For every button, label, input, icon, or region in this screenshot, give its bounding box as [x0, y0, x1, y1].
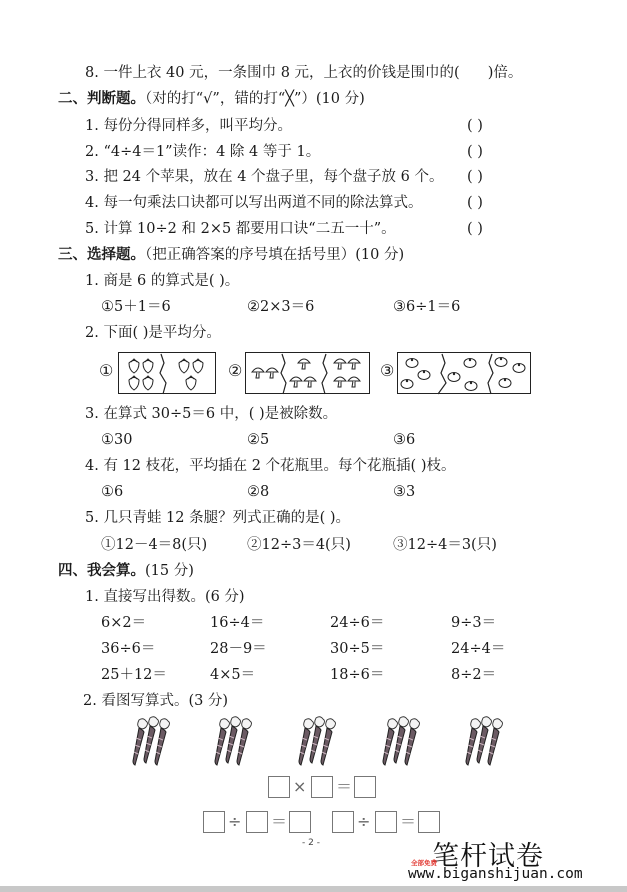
section-3-header — [58, 246, 404, 264]
picture-mushrooms — [245, 352, 370, 394]
calc-r3-c3: 18÷6＝ — [330, 667, 385, 683]
brand-url[interactable]: www.biganshijuan.com — [408, 866, 583, 882]
divide-sign: ÷ — [357, 812, 371, 831]
judge-answer-2[interactable]: ( ) — [467, 144, 483, 160]
picture-equation-subheading: 2. 看图写算式。(3 分) — [83, 693, 229, 709]
calc-r2-c1: 36÷6＝ — [101, 641, 156, 657]
choice-q4: 4. 有 12 枝花，平均插在 2 个花瓶里。每个花瓶插( )枝。 — [85, 458, 456, 474]
strawberry-groups-icon — [119, 353, 217, 395]
mult-product-box[interactable] — [354, 776, 376, 798]
section-2-title: 二、判断题。 — [58, 91, 145, 107]
mult-factor-2-box[interactable] — [311, 776, 333, 798]
divide-sign: ÷ — [228, 812, 242, 831]
choice-q1-option-1: ①5＋1＝6 — [101, 299, 171, 315]
calc-r1-c2: 16÷4＝ — [210, 615, 265, 631]
div-b-dividend-box[interactable] — [332, 811, 354, 833]
choice-q1: 1. 商是 6 的算式是( )。 — [85, 273, 240, 289]
calc-r2-c2: 28－9＝ — [210, 641, 267, 657]
choice-q4-option-1: ①6 — [101, 484, 124, 500]
calc-subheading: 1. 直接写出得数。(6 分) — [85, 589, 245, 605]
section-4-title: 四、我会算。 — [58, 563, 145, 579]
choice-q2: 2. 下面( )是平均分。 — [85, 325, 221, 341]
brand-free-badge: 全部免费 — [411, 859, 437, 867]
judge-item-2: 2. “4÷4＝1”读作：4 除 4 等于 1。 — [85, 144, 321, 160]
section-4-note: (15 分) — [145, 563, 194, 579]
calc-r1-c1: 6×2＝ — [101, 615, 147, 631]
div-b-quotient-box[interactable] — [418, 811, 440, 833]
choice-q3-option-1: ①30 — [101, 432, 133, 448]
section-4-header — [58, 562, 194, 580]
div-b-divisor-box[interactable] — [375, 811, 397, 833]
picture-option-label-2: ② — [228, 361, 243, 380]
carrot-groups-icon — [130, 716, 550, 766]
equals-sign: ＝ — [271, 812, 288, 831]
section-2-note: （对的打“√”，错的打“╳”）(10 分) — [145, 91, 365, 107]
question-8-text: 8. 一件上衣 40 元，一条围巾 8 元，上衣的价钱是围巾的( — [85, 65, 460, 81]
fruit-groups-icon — [398, 353, 532, 395]
div-a-dividend-box[interactable] — [203, 811, 225, 833]
section-3-note: （把正确答案的序号填在括号里）(10 分) — [145, 247, 405, 263]
calc-r3-c1: 25＋12＝ — [101, 667, 167, 683]
equals-sign: ＝ — [400, 812, 417, 831]
mult-factor-1-box[interactable] — [268, 776, 290, 798]
section-2-header — [58, 90, 365, 108]
judge-answer-4[interactable]: ( ) — [467, 195, 483, 211]
calc-r3-c2: 4×5＝ — [210, 667, 256, 683]
picture-fruits — [397, 352, 531, 394]
picture-option-label-1: ① — [99, 361, 114, 380]
calc-r3-c4: 8÷2＝ — [451, 667, 497, 683]
choice-q3-option-2: ②5 — [247, 432, 270, 448]
judge-answer-3[interactable]: ( ) — [467, 169, 483, 185]
picture-option-label-3: ③ — [380, 361, 395, 380]
bottom-border — [0, 886, 627, 892]
brand-name: 笔杆试卷 — [432, 841, 544, 872]
choice-q3: 3. 在算式 30÷5＝6 中，( )是被除数。 — [85, 406, 338, 422]
div-a-divisor-box[interactable] — [246, 811, 268, 833]
choice-q1-option-2: ②2×3＝6 — [247, 299, 315, 315]
judge-item-1: 1. 每份分得同样多，叫平均分。 — [85, 118, 292, 134]
equals-sign: ＝ — [336, 777, 353, 796]
calc-r1-c4: 9÷3＝ — [451, 615, 497, 631]
picture-strawberries — [118, 352, 216, 394]
judge-answer-5[interactable]: ( ) — [467, 221, 483, 237]
mushroom-groups-icon — [246, 353, 371, 395]
page-number: - 2 - — [302, 838, 320, 848]
judge-item-4: 4. 每一句乘法口诀都可以写出两道不同的除法算式。 — [85, 195, 423, 211]
choice-q5-option-2: ②12÷3＝4(只) — [247, 537, 351, 553]
choice-q4-option-2: ②8 — [247, 484, 270, 500]
choice-q3-option-3: ③6 — [393, 432, 416, 448]
calc-r2-c3: 30÷5＝ — [330, 641, 385, 657]
times-sign: × — [293, 777, 307, 796]
section-3-title: 三、选择题。 — [58, 247, 145, 263]
choice-q1-option-3: ③6÷1＝6 — [393, 299, 461, 315]
question-8 — [85, 64, 522, 82]
question-8-tail: )倍。 — [487, 65, 523, 81]
choice-q5: 5. 几只青蛙 12 条腿？列式正确的是( )。 — [85, 510, 351, 526]
judge-item-3: 3. 把 24 个苹果，放在 4 个盘子里，每个盘子放 6 个。 — [85, 169, 444, 185]
judge-item-5: 5. 计算 10÷2 和 2×5 都要用口诀“二五一十”。 — [85, 221, 396, 237]
div-a-quotient-box[interactable] — [289, 811, 311, 833]
calc-r1-c3: 24÷6＝ — [330, 615, 385, 631]
judge-answer-1[interactable]: ( ) — [467, 118, 483, 134]
choice-q5-option-3: ③12÷4＝3(只) — [393, 537, 497, 553]
calc-r2-c4: 24÷4＝ — [451, 641, 506, 657]
choice-q5-option-1: ①12－4＝8(只) — [101, 537, 208, 553]
choice-q4-option-3: ③3 — [393, 484, 416, 500]
